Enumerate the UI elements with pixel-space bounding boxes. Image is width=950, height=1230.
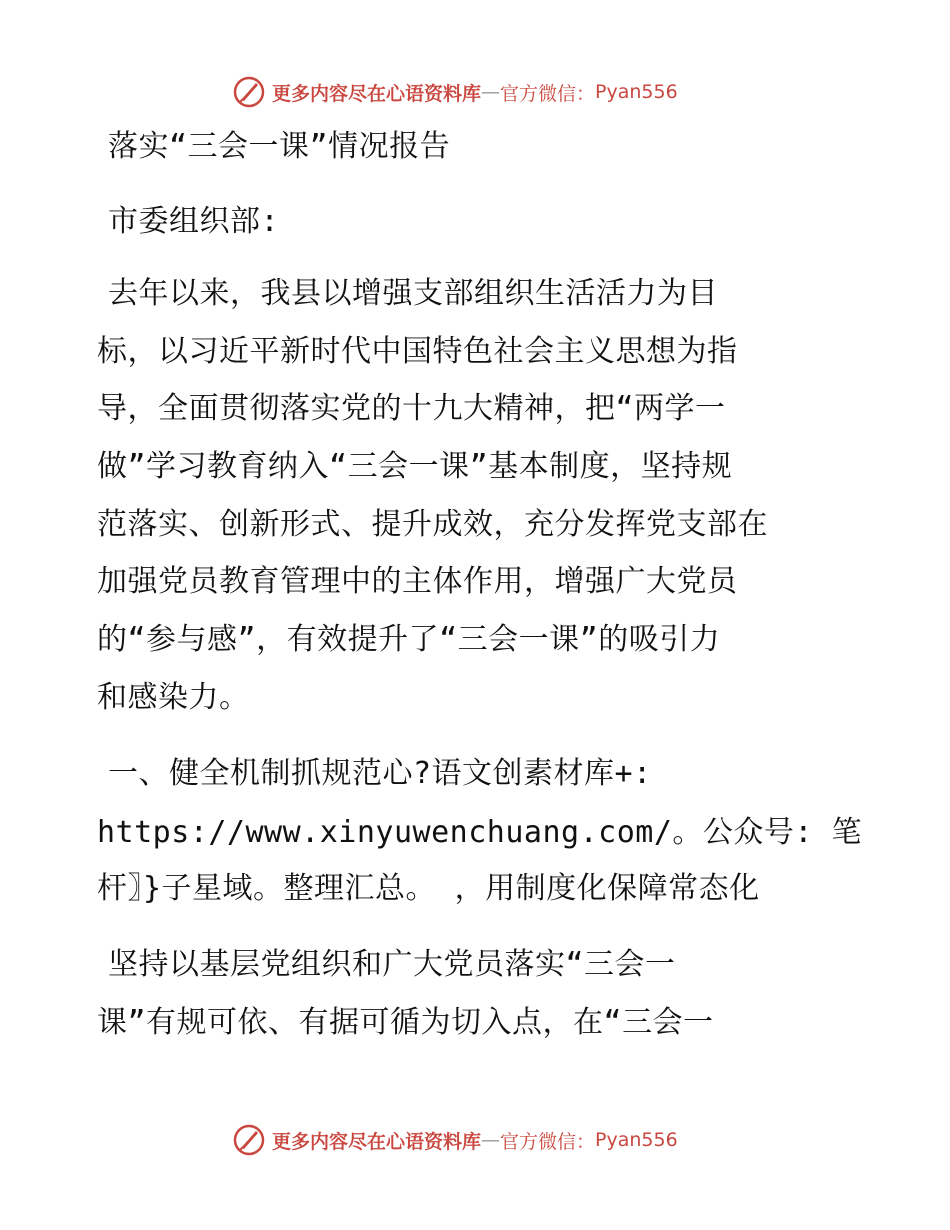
footer-watermark-banner (232, 1120, 752, 1160)
banner-separator: ： (576, 82, 596, 105)
section-1-heading-line: 一、健全机制抓规范心?语文创素材库+: (108, 756, 652, 791)
quill-logo-icon (232, 75, 266, 109)
paragraph-1-line: 做”学习教育纳入“三会一课”基本制度，坚持规 (97, 449, 733, 484)
banner-separator: ： (576, 1130, 596, 1153)
banner-dash: — (481, 81, 501, 103)
paragraph-1-line: 和感染力。 (97, 680, 250, 715)
banner-wechat-handle: Pyan556 (595, 81, 678, 103)
section-1-heading-line: 杆〗}子星域。整理汇总。 ，用制度化保障常态化 (97, 871, 760, 906)
paragraph-1-line: 标，以习近平新时代中国特色社会主义思想为指 (97, 334, 738, 369)
paragraph-1-line: 加强党员教育管理中的主体作用，增强广大党员 (97, 564, 738, 599)
paragraph-2-line: 课”有规可依、有据可循为切入点，在“三会一 (97, 1005, 714, 1040)
paragraph-2-line: 坚持以基层党组织和广大党员落实“三会一 (108, 947, 676, 982)
banner-promo-text: 更多内容尽在心语资料库 (272, 82, 482, 105)
salutation: 市委组织部: (108, 204, 280, 239)
paragraph-1-line: 去年以来，我县以增强支部组织生活活力为目 (108, 276, 718, 311)
header-watermark-banner (232, 72, 752, 112)
banner-dash: — (481, 1129, 501, 1151)
paragraph-1-line: 的“参与感”，有效提升了“三会一课”的吸引力 (97, 622, 721, 657)
banner-wechat-label: 官方微信 (500, 82, 577, 105)
paragraph-1-line: 导，全面贯彻落实党的十九大精神，把“两学一 (97, 391, 726, 426)
paragraph-1-line: 范落实、创新形式、提升成效，充分发挥党支部在 (97, 507, 768, 542)
banner-wechat-label: 官方微信 (500, 1130, 577, 1153)
document-title: 落实“三会一课”情况报告 (108, 129, 451, 164)
quill-logo-icon (232, 1123, 266, 1157)
banner-wechat-handle: Pyan556 (595, 1129, 678, 1151)
banner-promo-text: 更多内容尽在心语资料库 (272, 1130, 482, 1153)
section-1-heading-line: https://www.xinyuwenchuang.com/。公众号: 笔 (97, 815, 863, 850)
